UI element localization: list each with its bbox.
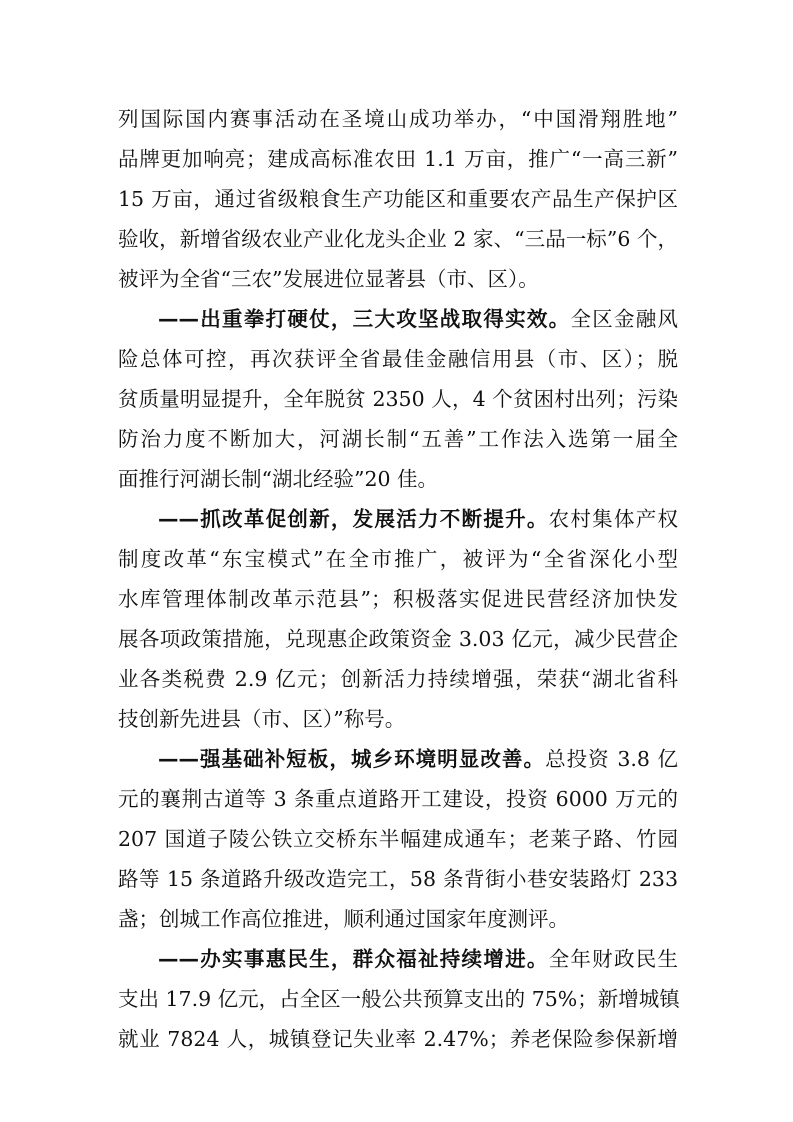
- body-text-line: 支出 17.9 亿元，占全区一般公共预算支出的 75%；新增城镇: [118, 987, 680, 1011]
- body-text-line: 列国际国内赛事活动在圣境山成功举办，“中国滑翔胜地”: [118, 107, 678, 131]
- section-heading: ——抓改革促创新，发展活力不断提升。: [158, 507, 549, 531]
- section-heading: ——办实事惠民生，群众福祉持续增进。: [158, 947, 549, 971]
- section-heading: ——出重拳打硬仗，三大攻坚战取得实效。: [158, 307, 571, 331]
- body-text-line: 207 国道子陵公铁立交桥东半幅建成通车；老莱子路、竹园: [118, 827, 678, 851]
- section-text: 农村集体产权: [548, 507, 679, 531]
- body-text-line: 水库管理体制改革示范县”；积极落实促进民营经济加快发: [118, 587, 678, 611]
- section-first-line: [158, 739, 678, 779]
- section-first-line: [158, 939, 678, 979]
- body-text-line: 盏；创城工作高位推进，顺利通过国家年度测评。: [118, 907, 569, 931]
- body-text-line: 防治力度不断加大，河湖长制“五善”工作法入选第一届全: [118, 427, 678, 451]
- body-text-line: 制度改革“东宝模式”在全市推广，被评为“全省深化小型: [118, 547, 678, 571]
- body-text-line: 元的襄荆古道等 3 条重点道路开工建设，投资 6000 万元的: [118, 787, 678, 811]
- body-text-line: 技创新先进县（市、区）”称号。: [118, 707, 406, 731]
- body-text-line: 就业 7824 人，城镇登记失业率 2.47%；养老保险参保新增: [118, 1027, 678, 1051]
- section-heading: ——强基础补短板，城乡环境明显改善。: [158, 747, 546, 771]
- section-text: 全年财政民生: [548, 947, 679, 971]
- body-text-line: 路等 15 条道路升级改造完工，58 条背街小巷安装路灯 233: [118, 867, 678, 891]
- section-text: 全区金融风: [570, 307, 679, 331]
- body-text-line: 被评为全省“三农”发展进位显著县（市、区）。: [118, 267, 539, 291]
- body-text-line: 业各类税费 2.9 亿元；创新活力持续增强，荣获“湖北省科: [118, 667, 678, 691]
- body-text-line: 品牌更加响亮；建成高标准农田 1.1 万亩，推广“一高三新”: [118, 147, 678, 171]
- section-first-line: [158, 299, 678, 339]
- section-first-line: [158, 499, 678, 539]
- body-text-line: 贫质量明显提升，全年脱贫 2350 人，4 个贫困村出列；污染: [118, 387, 678, 411]
- body-text-line: 险总体可控，再次获评全省最佳金融信用县（市、区）；脱: [118, 347, 678, 371]
- body-text-line: 验收，新增省级农业产业化龙头企业 2 家、“三品一标”6 个，: [118, 227, 678, 251]
- body-text-line: 面推行河湖长制“湖北经验”20 佳。: [118, 467, 439, 491]
- body-text-line: 展各项政策措施，兑现惠企政策资金 3.03 亿元，减少民营企: [118, 627, 678, 651]
- body-text-line: 15 万亩，通过省级粮食生产功能区和重要农产品生产保护区: [118, 187, 678, 211]
- section-text: 总投资 3.8 亿: [545, 747, 679, 771]
